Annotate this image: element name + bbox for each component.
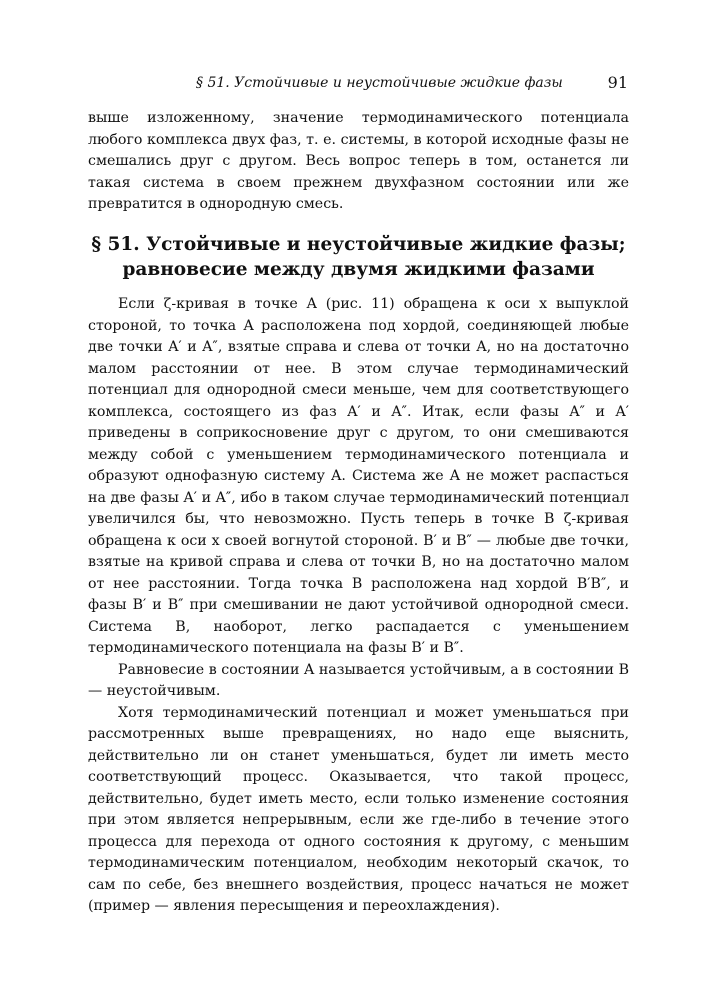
intro-text: выше изложенному, значение термодинамического потенциала любого комплекса двух фаз, т. е. системы, в которой исходные фазы не смешались друг с другом. Весь вопрос теперь в том, останется ли такая система в своем прежнем двухфазном состоянии или же превратится в однородную смесь. [88,110,629,212]
paragraph: Равновесие в состоянии A называется устойчивым, а в состоянии B — неустойчивым. [88,661,629,699]
section-title-line-2: равновесие между двумя жидкими фазами [122,259,595,280]
section-title-line-1: § 51. Устойчивые и неустойчивые жидкие фазы; [91,234,626,255]
running-head: § 51. Устойчивые и неустойчивые жидкие фазы [196,75,563,91]
section-body [88,294,629,918]
intro-paragraph [88,108,629,216]
section-title [88,232,629,282]
paragraph: Хотя термодинамический потенциал и может уменьшаться при рассмотренных выше превращениях, но надо еще выяснить, действительно ли он станет уменьшаться, будет ли иметь место соответствующий процесс. Оказывается, что такой процесс, действительно, будет иметь место, если только изменение состояния при этом является непрерывным, если же где-либо в течение этого процесса для перехода от одного состояния к другому, с меньшим термодинамическим потенциалом, необходим некоторый скачок, то сам по себе, без внешнего воздействия, процесс начаться не может (пример — явления пересыщения и переохлаждения). [88,704,629,914]
page-header [88,73,628,95]
paragraph: Если ζ-кривая в точке A (рис. 11) обращена к оси x выпуклой стороной, то точка A расположена под хордой, соединяющей любые две точки A′ и A″, взятые справа и слева от точки A, но на достаточно малом расстоянии от нее. В этом случае термодинамический потенциал для однородной смеси меньше, чем для соответствующего комплекса, состоящего из фаз A′ и A″. Итак, если фазы A″ и A′ приведены в соприкосновение друг с другом, то они смешиваются между собой с уменьшением термодинамического потенциала и образуют однофазную систему A. Система же A не может распасться на две фазы A′ и A″, ибо в таком случае термодинамический потенциал увеличился бы, что невозможно. Пусть теперь в точке B ζ-кривая обращена к оси x своей вогнутой стороной. B′ и B″ — любые две точки, взятые на кривой справа и слева от точки B, но на достаточно малом от нее расстоянии. Тогда точка B расположена над хордой B′B″, и фазы B′ и B″ при смешивании не дают устойчивой однородной смеси. Система B, наоборот, легко распадается с уменьшением термодинамического потенциала на фазы B′ и B″. [88,296,629,656]
page-number: 91 [607,73,628,92]
